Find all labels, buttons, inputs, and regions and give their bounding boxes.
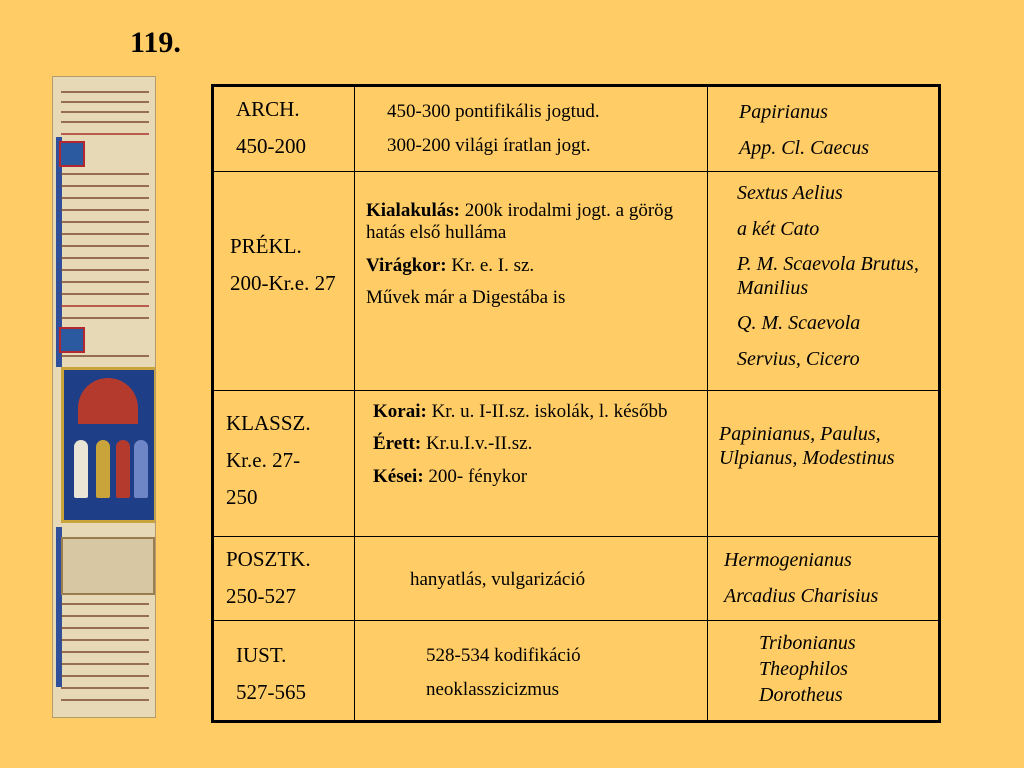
period-name: ARCH. [236, 97, 300, 121]
period-cell [226, 411, 352, 509]
author-name: Arcadius Charisius [724, 584, 879, 607]
description-cell [373, 401, 703, 488]
description-line: 528-534 kodifikáció [426, 645, 581, 666]
authors-cell [719, 423, 933, 470]
author-name: Hermogenianus [724, 549, 852, 571]
period-dates: 250 [226, 484, 258, 509]
period-cell [230, 234, 350, 296]
period-name: IUST. [236, 643, 287, 667]
slide-number: 119. [130, 26, 181, 59]
author-name: Sextus Aelius [737, 182, 843, 204]
manuscript-image [52, 76, 156, 718]
period-name: POSZTK. [226, 547, 311, 571]
description-line: Virágkor: Kr. e. I. sz. [366, 254, 535, 276]
period-cell [236, 97, 306, 159]
description-cell [387, 101, 600, 158]
author-name: Q. M. Scaevola [737, 312, 861, 335]
authors-cell [737, 182, 927, 372]
description-line: Művek már a Digestába is [366, 287, 566, 309]
description-label: Korai: [373, 401, 427, 422]
period-cell [226, 547, 352, 609]
description-line: 450-300 pontifikális jogtud. [387, 101, 600, 122]
period-dates: 527-565 [236, 679, 306, 704]
author-name: a két Cato [737, 217, 820, 240]
periods-table [211, 84, 941, 723]
author-name: Servius, Cicero [737, 347, 860, 370]
authors-cell [739, 101, 869, 160]
description-line: neoklasszicizmus [426, 679, 559, 701]
description-label: Érett: [373, 433, 422, 455]
description-line: Kései: 200- fénykor [373, 465, 528, 487]
description-line: Kialakulás: 200k irodalmi jogt. a görög hatás első hulláma [366, 200, 674, 244]
period-dates: Kr.e. 27- [226, 447, 301, 472]
author-name: Tribonianus Theophilos Dorotheus [759, 632, 856, 706]
period-dates: 250-527 [226, 583, 296, 608]
author-name: Papinianus, Paulus, Ulpianus, Modestinus [719, 423, 895, 469]
author-name: App. Cl. Caecus [739, 136, 869, 159]
period-name: PRÉKL. [230, 234, 302, 258]
description-cell [366, 200, 700, 310]
description-cell [410, 569, 585, 591]
description-line: Érett: Kr.u.I.v.-II.sz. [373, 433, 533, 455]
description-line: Korai: Kr. u. I-II.sz. iskolák, l. később [373, 401, 668, 422]
description-line: 300-200 világi íratlan jogt. [387, 135, 591, 157]
period-dates: 450-200 [236, 133, 306, 158]
description-cell [426, 645, 581, 702]
description-label: Kialakulás: [366, 200, 460, 221]
description-line: hanyatlás, vulgarizáció [410, 569, 586, 590]
period-dates: 200-Kr.e. 27 [230, 270, 336, 295]
authors-cell [759, 630, 899, 708]
period-cell [236, 643, 306, 705]
author-name: Papirianus [739, 101, 828, 123]
author-name: P. M. Scaevola Brutus, Manilius [737, 253, 919, 299]
authors-cell [724, 549, 878, 608]
period-name: KLASSZ. [226, 411, 311, 435]
description-label: Kései: [373, 465, 424, 487]
description-label: Virágkor: [366, 254, 447, 276]
